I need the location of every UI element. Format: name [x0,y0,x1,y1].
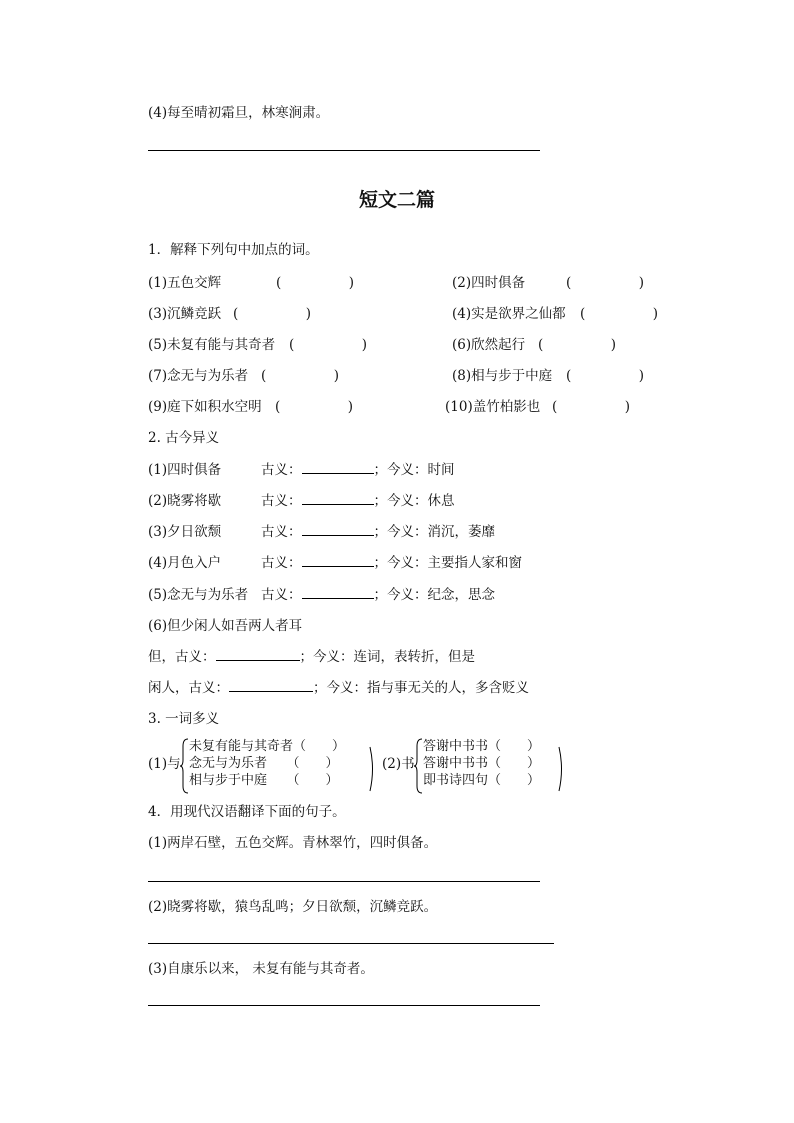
modern-meaning: 时间 [427,462,455,478]
fill-blank[interactable] [302,461,374,474]
q1-item-label: (10)盖竹柏影也 [445,399,541,415]
modern-meaning: ；今义：连词，表转折，但是 [299,649,475,665]
q2-item-row [261,461,455,479]
q1-item-label: (8)相与步于中庭 [452,368,553,384]
q2-item6-label: (6)但少闲人如吾两人者耳 [148,618,303,634]
q2-item-label: (5)念无与为乐者 [148,587,249,603]
modern-meaning: 休息 [427,493,455,509]
q2-item6-row-a [148,648,475,666]
q3-group1-line: 相与步于中庭 （ ） [189,773,339,788]
modern-label: ；今义： [373,493,428,509]
q2-item-row [261,554,522,572]
right-paren-icon [369,746,377,792]
modern-label: ；今义： [373,524,428,540]
q3-group2-label: (2)书 [382,756,415,772]
ancient-label: 古义： [261,524,302,540]
modern-meaning: 消沉，萎靡 [427,524,495,540]
q3-group2-line: 答谢中书书（ ） [423,739,541,754]
answer-line[interactable] [148,1005,540,1006]
q1-item-paren: ( ) [552,399,631,415]
q4-item: (3)自康乐以来， 未复有能与其奇者。 [148,961,374,977]
q1-item-paren: ( ) [566,275,645,291]
ancient-label: 闲人，古义： [148,680,229,696]
answer-line [148,150,540,151]
q2-item-label: (2)晓雾将歇 [148,493,222,509]
modern-label: ；今义： [373,555,428,571]
modern-meaning: 纪念，思念 [427,587,495,603]
q1-item-label: (6)欣然起行 [452,337,526,353]
q1-item-paren: ( ) [261,368,340,384]
translation-item-4: (4)每至晴初霜旦，林寒涧肃。 [148,105,330,121]
q3-heading: 3. 一词多义 [148,711,220,727]
q1-item-paren: ( ) [289,337,368,353]
q1-item-label: (5)未复有能与其奇者 [148,337,276,353]
fill-blank[interactable] [229,679,313,692]
q1-item-label: (7)念无与为乐者 [148,368,249,384]
q4-heading: 4．用现代汉语翻译下面的句子。 [148,804,346,820]
fill-blank[interactable] [302,492,374,505]
fill-blank[interactable] [302,586,374,599]
q3-group1-label: (1)与 [148,756,181,772]
ancient-label: 古义： [261,555,302,571]
q2-item-label: (1)四时俱备 [148,462,222,478]
q2-item6-row-b [148,679,529,697]
ancient-label: 古义： [261,587,302,603]
fill-blank[interactable] [302,523,374,536]
q2-heading: 2. 古今异义 [148,430,220,446]
q1-item-label: (3)沉鳞竞跃 [148,306,222,322]
q1-item-label: (9)庭下如积水空明 [148,399,262,415]
ancient-label: 古义： [261,493,302,509]
q1-item-paren: ( ) [276,275,355,291]
q2-item-row [261,586,495,604]
q1-item-paren: ( ) [538,337,617,353]
q3-group2-line: 即书诗四句（ ） [423,773,541,788]
q1-item-label: (1)五色交辉 [148,275,222,291]
q3-group1-line: 未复有能与其奇者（ ） [189,739,346,754]
section-title: 短文二篇 [358,189,435,211]
q2-item-row [261,523,495,541]
q1-heading: 1．解释下列句中加点的词。 [148,242,319,258]
ancient-label: 古义： [261,462,302,478]
ancient-label: 但，古义： [148,649,216,665]
modern-meaning: 主要指人家和窗 [427,555,522,571]
q2-item-label: (4)月色入户 [148,555,222,571]
fill-blank[interactable] [216,648,300,661]
q3-group1-line: 念无与为乐者 （ ） [189,756,339,771]
q2-item-label: (3)夕日欲颓 [148,524,222,540]
q4-item: (2)晓雾将歇，猿鸟乱鸣；夕日欲颓，沉鳞竞跃。 [148,899,438,915]
fill-blank[interactable] [302,554,374,567]
q4-item: (1)两岸石壁，五色交辉。青林翠竹，四时俱备。 [148,835,438,851]
q3-group2-line: 答谢中书书（ ） [423,756,541,771]
q2-item-row [261,492,455,510]
answer-line[interactable] [148,881,540,882]
modern-label: ；今义： [373,462,428,478]
modern-label: ；今义： [373,587,428,603]
answer-line[interactable] [148,943,554,944]
q1-item-label: (4)实是欲界之仙都 [452,306,566,322]
q1-item-paren: ( ) [580,306,659,322]
q1-item-paren: ( ) [233,306,312,322]
q1-item-paren: ( ) [275,399,354,415]
q1-item-paren: ( ) [566,368,645,384]
q1-item-label: (2)四时俱备 [452,275,526,291]
right-paren-icon [558,746,566,792]
modern-meaning: ；今义：指与事无关的人，多含贬义 [313,680,529,696]
